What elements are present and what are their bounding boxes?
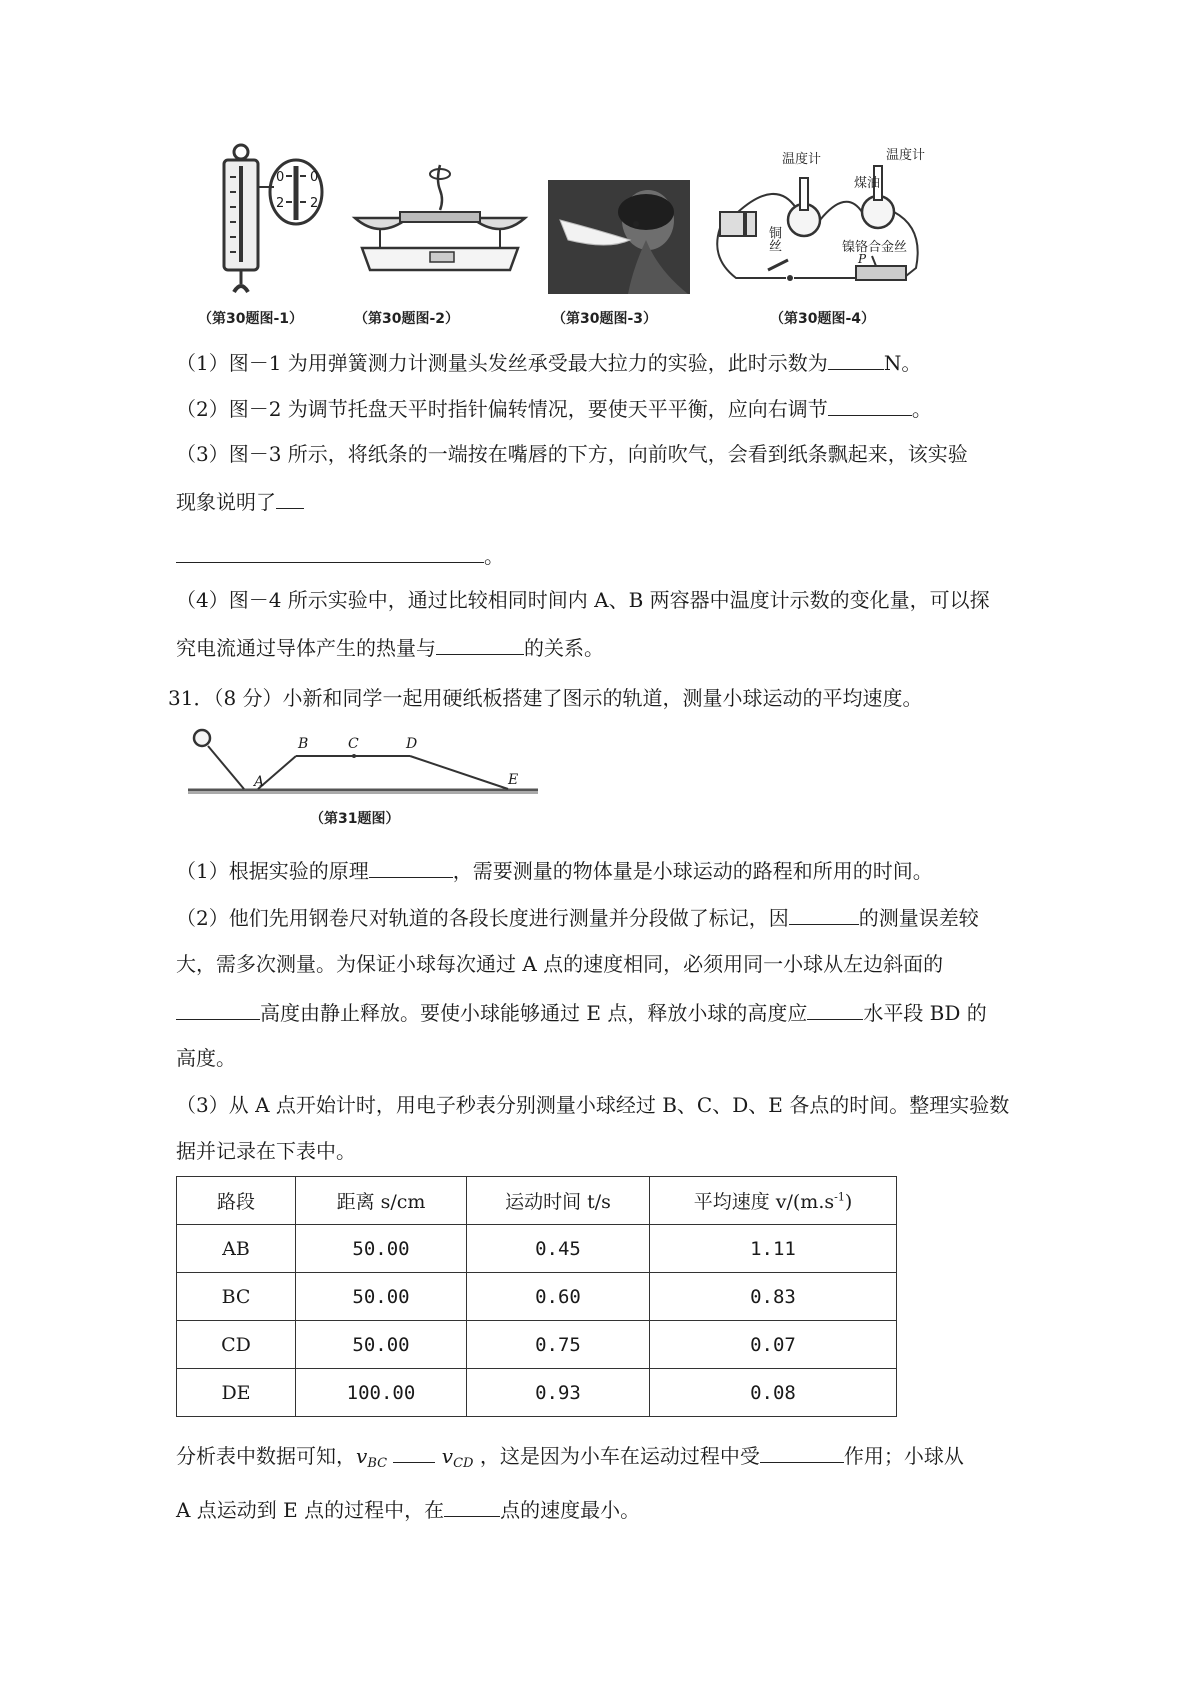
table-row [177, 1273, 897, 1321]
spring-scale-illustration [196, 142, 326, 302]
table-cell: 0.93 [467, 1369, 650, 1417]
table-header: 平均速度 $v/(m.s^{-1})$ [650, 1177, 897, 1225]
table-cell: DE [177, 1369, 296, 1417]
data-table [176, 1176, 897, 1417]
track-point-label: A [254, 774, 265, 790]
table-cell: 50.00 [296, 1321, 467, 1369]
q30-part4-cont: 究电流通过导体产生的热量与 的关系。 [176, 632, 604, 662]
q30-part3-cont: 现象说明了 [176, 486, 304, 516]
q31-analysis: 分析表中数据可知，$v_{BC}$ $v_{CD}$ ，这是因为小车在运动过程中受 作用；小球从 [176, 1440, 964, 1478]
q31-part2-cont3: 高度。 [176, 1046, 236, 1070]
figure-30-3 [548, 180, 690, 294]
answer-blank[interactable] [789, 902, 859, 925]
velocity-symbol: v [356, 1444, 368, 1468]
figure-caption: （第30题图-1） [198, 311, 304, 327]
scale-label: 0 [310, 170, 319, 185]
table-row [177, 1321, 897, 1369]
track-illustration [188, 726, 538, 796]
figure-caption: （第31题图） [310, 811, 400, 827]
q31-part2-cont: 大，需多次测量。为保证小球每次通过 A 点的速度相同，必须用同一小球从左边斜面的 [176, 952, 944, 976]
answer-blank[interactable] [369, 855, 453, 878]
q31-part1: （1）根据实验的原理 ，需要测量的物体量是小球运动的路程和所用的时间。 [176, 855, 933, 885]
diagram-label: 镍铬合金丝 [842, 240, 908, 255]
answer-blank[interactable] [393, 1440, 435, 1463]
table-cell: 0.60 [467, 1273, 650, 1321]
table-header: 路段 [177, 1177, 296, 1225]
diagram-label: 温度计 [782, 152, 822, 167]
table-cell: 0.75 [467, 1321, 650, 1369]
track-point-label: B [298, 736, 309, 752]
answer-blank[interactable] [760, 1440, 844, 1463]
figure-30-4 [706, 148, 926, 298]
answer-blank[interactable] [828, 393, 912, 416]
q30-part4: （4）图－4 所示实验中，通过比较相同时间内 A、B 两容器中温度计示数的变化量，可以探 [176, 588, 990, 612]
answer-blank[interactable] [176, 540, 484, 563]
diagram-label: P [858, 252, 867, 266]
q30-part1: （1）图－1 为用弹簧测力计测量头发丝承受最大拉力的实验，此时示数为 N。 [176, 347, 921, 377]
figure-caption: （第30题图-3） [552, 311, 658, 327]
table-header: 距离 s/cm [296, 1177, 467, 1225]
q31-part3-cont: 据并记录在下表中。 [176, 1139, 356, 1163]
table-cell: 0.45 [467, 1225, 650, 1273]
table-cell: CD [177, 1321, 296, 1369]
diagram-label: 铜丝 [766, 226, 781, 252]
table-cell: 100.00 [296, 1369, 467, 1417]
q30-part3-blank: 。 [176, 540, 504, 570]
table-cell: 50.00 [296, 1225, 467, 1273]
table-cell: 0.83 [650, 1273, 897, 1321]
figure-caption: （第30题图-2） [354, 311, 460, 327]
table-header-row [177, 1177, 897, 1225]
circuit-illustration [706, 148, 926, 298]
q30-part3: （3）图－3 所示，将纸条的一端按在嘴唇的下方，向前吹气，会看到纸条飘起来，该实验 [176, 442, 968, 466]
table-cell: BC [177, 1273, 296, 1321]
table-cell: 50.00 [296, 1273, 467, 1321]
answer-blank[interactable] [276, 486, 304, 509]
answer-blank[interactable] [828, 347, 884, 370]
q31-analysis-cont: A 点运动到 E 点的过程中，在 点的速度最小。 [176, 1494, 640, 1524]
figure-30-2 [350, 160, 530, 280]
diagram-label: 温度计 [886, 148, 926, 163]
table-cell: 0.08 [650, 1369, 897, 1417]
q30-part2: （2）图－2 为调节托盘天平时指针偏转情况，要使天平平衡，应向右调节 。 [176, 393, 932, 423]
q31-part2: （2）他们先用钢卷尺对轨道的各段长度进行测量并分段做了标记，因 的测量误差较 [176, 902, 979, 932]
table-header: 运动时间 t/s [467, 1177, 650, 1225]
scale-label: 2 [310, 196, 319, 211]
answer-blank[interactable] [807, 997, 863, 1020]
scale-label: 2 [276, 196, 285, 211]
table-row [177, 1225, 897, 1273]
track-point-label: E [508, 772, 519, 788]
track-point-label: C [348, 736, 359, 752]
scale-label: 0 [276, 170, 285, 185]
diagram-label: 煤油 [854, 176, 881, 191]
table-cell: 1.11 [650, 1225, 897, 1273]
figure-caption: （第30题图-4） [770, 311, 876, 327]
table-cell: AB [177, 1225, 296, 1273]
q31-part3: （3）从 A 点开始计时，用电子秒表分别测量小球经过 B、C、D、E 各点的时间。整理实验数 [176, 1093, 1010, 1117]
blowing-paper-photo [548, 180, 690, 294]
q31-part2-cont2: 高度由静止释放。要使小球能够通过 E 点，释放小球的高度应 水平段 BD 的 [176, 997, 987, 1027]
velocity-symbol: v [441, 1444, 454, 1468]
table-row [177, 1369, 897, 1417]
answer-blank[interactable] [444, 1494, 500, 1517]
track-point-label: D [406, 736, 418, 752]
figure-30-1 [196, 142, 326, 302]
answer-blank[interactable] [176, 997, 260, 1020]
answer-blank[interactable] [436, 632, 524, 655]
q31-title: 31．（8 分）小新和同学一起用硬纸板搭建了图示的轨道，测量小球运动的平均速度。 [168, 686, 923, 710]
balance-illustration [350, 160, 530, 280]
figure-31-track [188, 726, 538, 796]
table-cell: 0.07 [650, 1321, 897, 1369]
